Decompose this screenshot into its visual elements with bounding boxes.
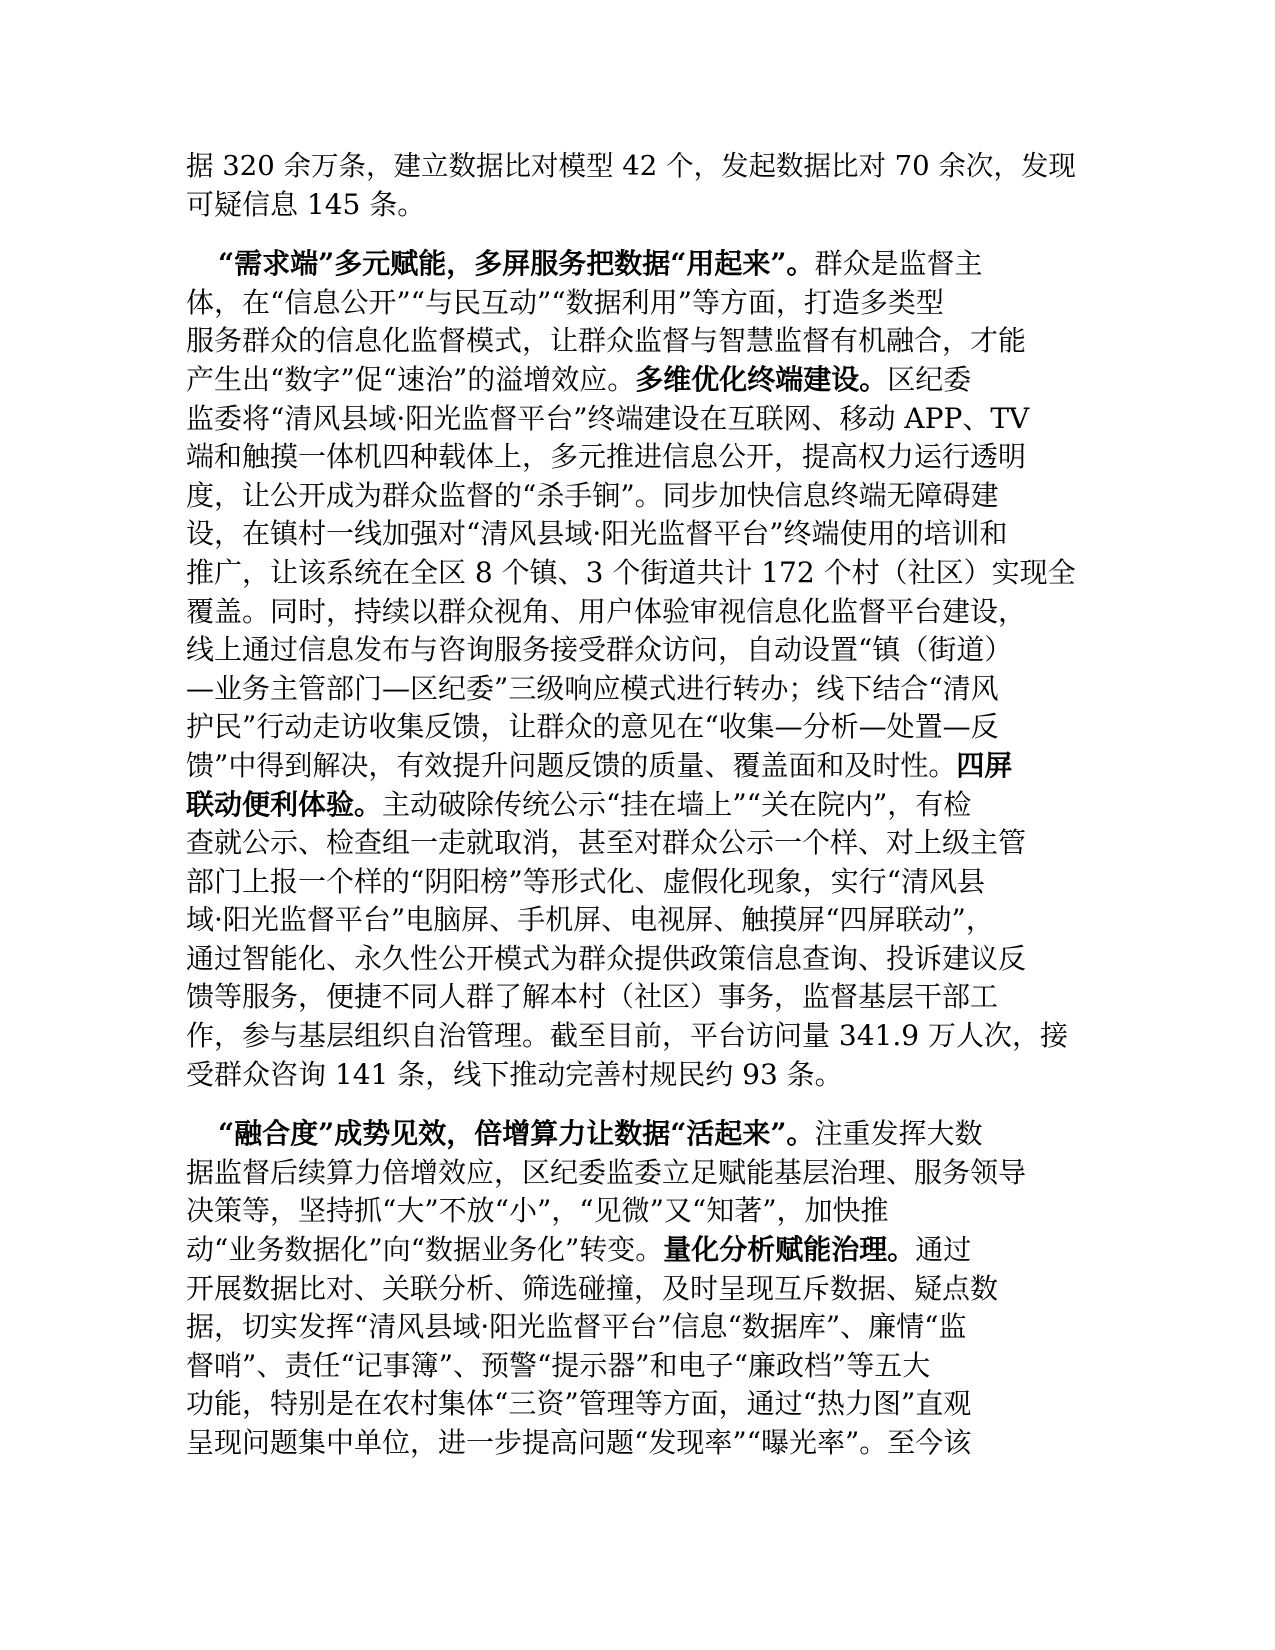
text-line <box>186 1308 1090 1347</box>
text-line <box>186 245 1090 284</box>
text-run: 线上通过信息发布与咨询服务接受群众访问，自动设置“镇（街道） <box>186 633 1013 667</box>
text-run: 作，参与基层组织自治管理。截至目前，平台访问量 341.9 万人次，接 <box>186 1019 1068 1053</box>
text-run: 注重发挥大数 <box>814 1117 983 1151</box>
text-run: 据监督后续算力倍增效应，区纪委监委立足赋能基层治理、服务领导 <box>186 1155 1027 1189</box>
text-line <box>186 901 1090 940</box>
text-line <box>186 863 1090 902</box>
text-run: 决策等，坚持抓“大”不放“小”，“见微”又“知著”，加快推 <box>186 1194 889 1228</box>
text-line <box>186 747 1090 786</box>
heading-run: “需求端”多元赋能，多屏服务把数据“用起来”。 <box>218 247 815 281</box>
text-run: 设，在镇村一线加强对“清风县域·阳光监督平台”终端使用的培训和 <box>186 517 1008 551</box>
text-run: 覆盖。同时，持续以群众视角、用户体验审视信息化监督平台建设， <box>186 594 1027 628</box>
text-line <box>186 708 1090 747</box>
text-run: 通过智能化、永久性公开模式为群众提供政策信息查询、投诉建议反 <box>186 941 1027 975</box>
text-run: 监委将“清风县域·阳光监督平台”终端建设在互联网、移动 APP、TV <box>186 401 1030 435</box>
text-line <box>186 322 1090 361</box>
subheading-run: 多维优化终端建设。 <box>635 362 888 396</box>
text-line <box>186 1231 1090 1270</box>
text-line <box>186 438 1090 477</box>
text-line <box>186 1385 1090 1424</box>
text-line <box>186 786 1090 825</box>
text-line <box>186 593 1090 632</box>
paragraph-2 <box>186 245 1090 1094</box>
text-line <box>186 1017 1090 1056</box>
text-run: 群众是监督主 <box>814 247 983 281</box>
subheading-run: 量化分析赋能治理。 <box>663 1233 916 1267</box>
text-run: 度，让公开成为群众监督的“杀手锏”。同步加快信息终端无障碍建 <box>186 478 999 512</box>
document-page <box>186 147 1090 1463</box>
text-line <box>186 940 1090 979</box>
text-run: 据，切实发挥“清风县域·阳光监督平台”信息“数据库”、廉情“监 <box>186 1310 967 1344</box>
text-line <box>186 978 1090 1017</box>
text-run: 推广，让该系统在全区 8 个镇、3 个街道共计 172 个村（社区）实现全 <box>186 555 1076 589</box>
subheading-run: 联动便利体验。 <box>186 787 383 821</box>
text-run: 动“业务数据化”向“数据业务化”转变。 <box>186 1233 664 1267</box>
text-run: 通过 <box>915 1233 972 1267</box>
text-line <box>186 400 1090 439</box>
text-run: 馈等服务，便捷不同人群了解本村（社区）事务，监督基层干部工 <box>186 980 999 1014</box>
text-run: —业务主管部门—区纪委”三级响应模式进行转办；线下结合“清风 <box>186 671 999 705</box>
text-line <box>186 1424 1090 1463</box>
text-run: 域·阳光监督平台”电脑屏、手机屏、电视屏、触摸屏“四屏联动”， <box>186 903 994 937</box>
text-line <box>186 361 1090 400</box>
text-line <box>186 186 1090 225</box>
text-run: 馈”中得到解决，有效提升问题反馈的质量、覆盖面和及时性。 <box>186 748 957 782</box>
text-line <box>186 1192 1090 1231</box>
text-line <box>186 670 1090 709</box>
subheading-run: 四屏 <box>956 748 1013 782</box>
heading-run: “融合度”成势见效，倍增算力让数据“活起来”。 <box>218 1117 815 1151</box>
paragraph-3 <box>186 1115 1090 1462</box>
text-line <box>186 1154 1090 1193</box>
text-run: 区纪委 <box>887 362 972 396</box>
text-run: 呈现问题集中单位，进一步提高问题“发现率”“曝光率”。至今该 <box>186 1426 972 1459</box>
text-line <box>186 1347 1090 1386</box>
text-line <box>186 284 1090 323</box>
text-run: 端和触摸一体机四种载体上，多元推进信息公开，提高权力运行透明 <box>186 440 1027 474</box>
text-run: 护民”行动走访收集反馈，让群众的意见在“收集—分析—处置—反 <box>186 710 999 744</box>
text-run: 据 320 余万条，建立数据比对模型 42 个，发起数据比对 70 余次，发现 <box>186 150 1076 182</box>
text-line <box>186 631 1090 670</box>
text-run: 体，在“信息公开”“与民互动”“数据利用”等方面，打造多类型 <box>186 285 944 319</box>
text-run: 开展数据比对、关联分析、筛选碰撞，及时呈现互斥数据、疑点数 <box>186 1271 999 1305</box>
text-run: 部门上报一个样的“阴阳榜”等形式化、虚假化现象，实行“清风县 <box>186 864 985 898</box>
text-run: 主动破除传统公示“挂在墙上”“关在院内”，有检 <box>382 787 972 821</box>
text-run: 可疑信息 145 条。 <box>186 187 426 221</box>
text-line <box>186 1056 1090 1095</box>
text-line <box>186 1115 1090 1154</box>
text-line <box>186 147 1090 186</box>
text-run: 功能，特别是在农村集体“三资”管理等方面，通过“热力图”直观 <box>186 1387 972 1421</box>
text-line <box>186 824 1090 863</box>
text-run: 受群众咨询 141 条，线下推动完善村规民约 93 条。 <box>186 1057 843 1091</box>
text-run: 查就公示、检查组一走就取消，甚至对群众公示一个样、对上级主管 <box>186 826 1027 860</box>
text-run: 产生出“数字”促“速治”的溢增效应。 <box>186 362 636 396</box>
text-run: 督哨”、责任“记事簿”、预警“提示器”和电子“廉政档”等五大 <box>186 1348 931 1382</box>
paragraph-1 <box>186 147 1090 224</box>
text-line <box>186 554 1090 593</box>
text-line <box>186 1270 1090 1309</box>
text-line <box>186 515 1090 554</box>
text-line <box>186 477 1090 516</box>
text-run: 服务群众的信息化监督模式，让群众监督与智慧监督有机融合，才能 <box>186 324 1027 358</box>
